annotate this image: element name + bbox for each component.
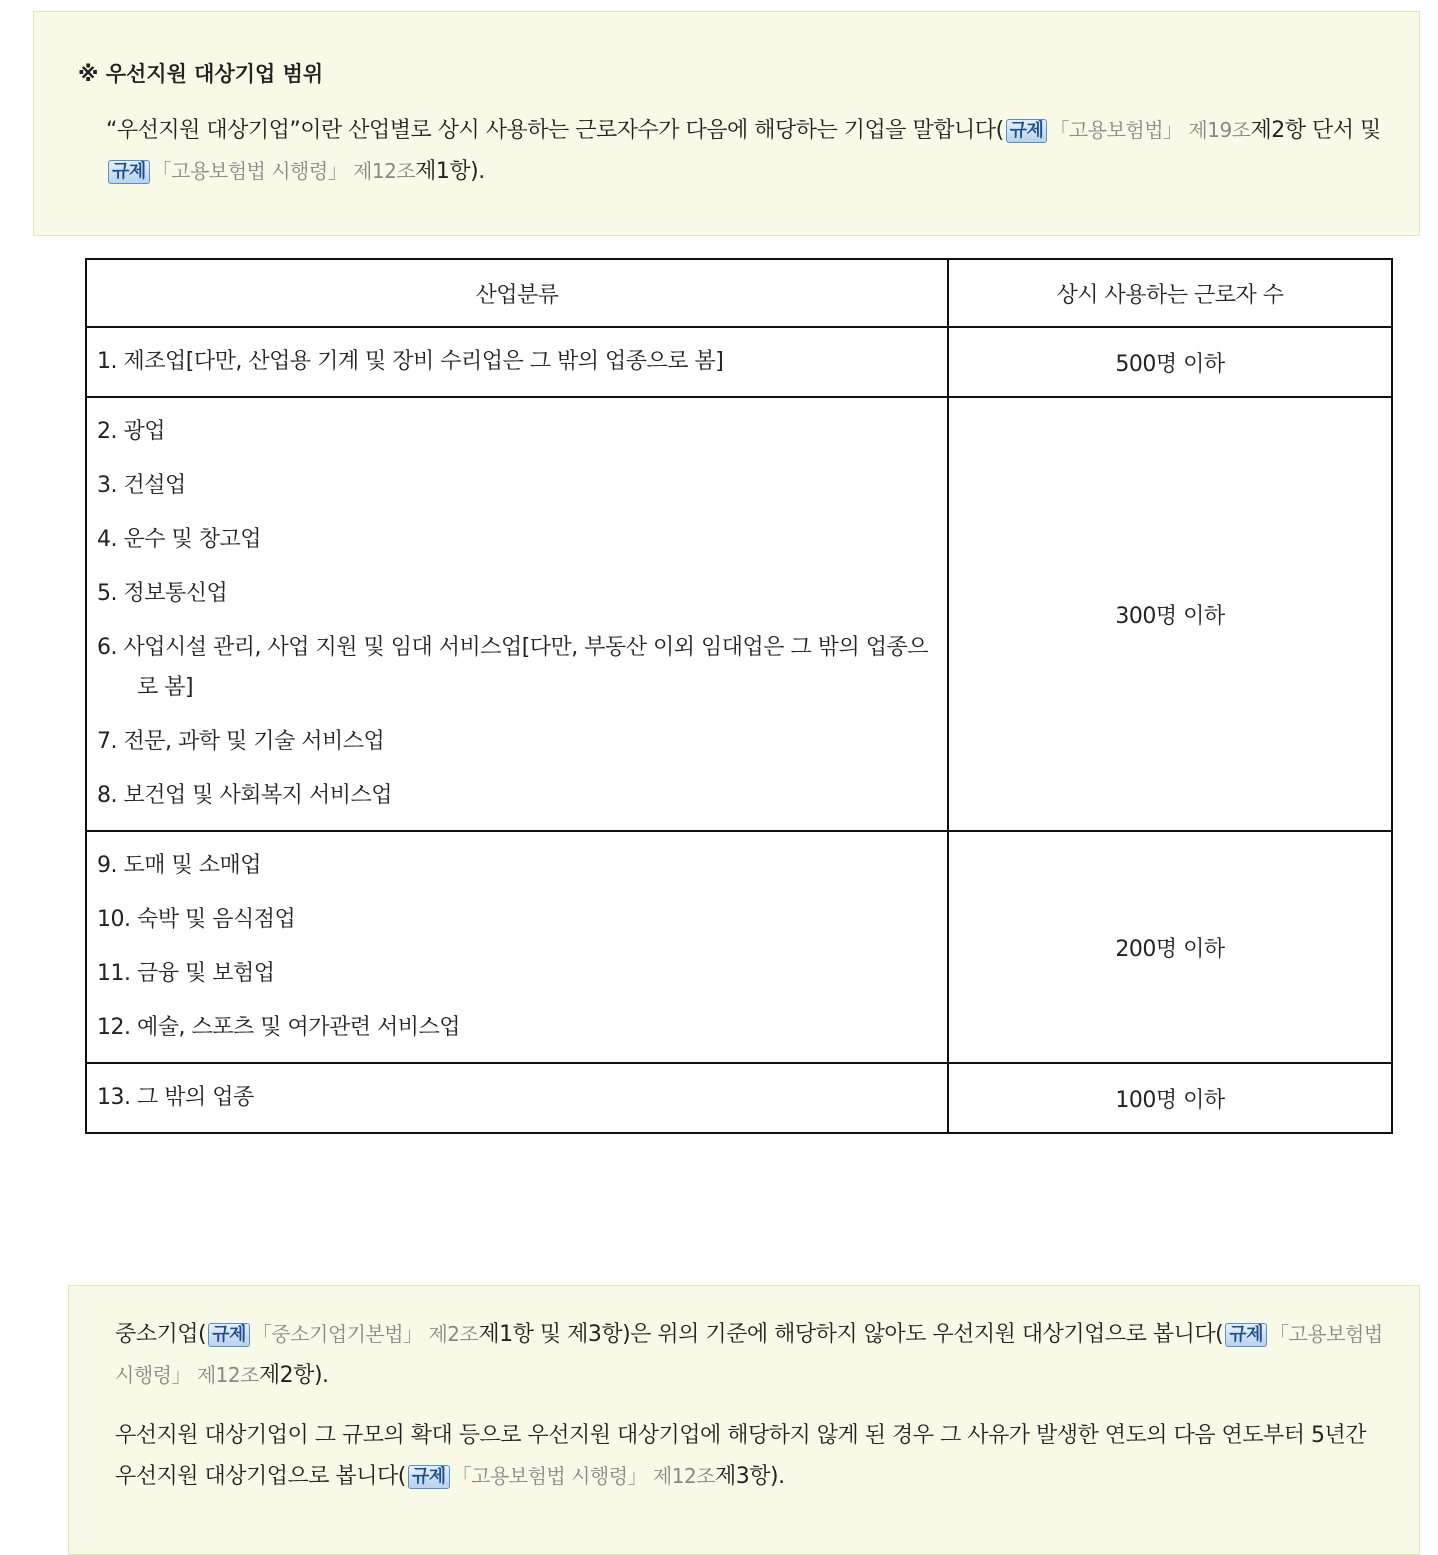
text: 제2항	[258, 1363, 314, 1388]
header-worker-count: 상시 사용하는 근로자 수	[948, 259, 1392, 327]
notice-box	[33, 11, 1420, 236]
table-row	[86, 831, 1392, 1063]
industry-item: 3. 건설업	[97, 473, 186, 498]
table-row	[86, 397, 1392, 831]
text: 우선지원 대상기업이 그 규모의 확대 등으로 우선지원 대상기업에 해당하지 않게 된 경우 그 사유가 발생한 연도의 다음 연도부터 5년간 우선지원 대상기업으로 봅니다(	[115, 1423, 1366, 1489]
regulation-badge[interactable]: 규제	[408, 1465, 450, 1489]
text: 단서 및	[1305, 118, 1381, 143]
regulation-badge[interactable]: 규제	[1006, 119, 1048, 143]
text: ).	[313, 1363, 329, 1388]
header-industry: 산업분류	[86, 259, 948, 327]
industry-item: 8. 보건업 및 사회복지 서비스업	[97, 783, 392, 808]
worker-count-cell: 300명 이하	[948, 397, 1392, 831]
industry-item: 11. 금융 및 보험업	[97, 961, 275, 986]
regulation-badge[interactable]: 규제	[1225, 1323, 1267, 1347]
worker-count-cell: 100명 이하	[948, 1063, 1392, 1133]
table-row	[86, 1063, 1392, 1133]
text: ).	[470, 159, 485, 184]
industry-cell	[86, 397, 948, 831]
text: ).	[770, 1464, 785, 1489]
notice-paragraph	[106, 110, 1383, 192]
notice-title: ※ 우선지원 대상기업 범위	[78, 62, 324, 86]
regulation-badge[interactable]: 규제	[108, 160, 150, 184]
worker-count-cell: 500명 이하	[948, 327, 1392, 397]
regulation-badge[interactable]: 규제	[208, 1323, 250, 1347]
law-link[interactable]: 「고용보험법 시행령」 제12조	[151, 159, 416, 183]
text: 중소기업(	[115, 1322, 207, 1347]
worker-count-cell: 200명 이하	[948, 831, 1392, 1063]
industry-item: 4. 운수 및 창고업	[97, 527, 261, 552]
industry-item: 1. 제조업[다만, 산업용 기계 및 장비 수리업은 그 밖의 업종으로 봄]	[97, 349, 724, 374]
sme-paragraph	[115, 1314, 1383, 1396]
industry-cell	[86, 831, 948, 1063]
law-link[interactable]: 「고용보험법 시행령」 제12조	[451, 1464, 716, 1488]
industry-item: 5. 정보통신업	[97, 581, 228, 606]
industry-item: 9. 도매 및 소매업	[97, 853, 261, 878]
text: 제2항	[1250, 118, 1306, 143]
law-link[interactable]: 「고용보험법 시행령」 제12조	[115, 1322, 1383, 1387]
industry-cell	[86, 327, 948, 397]
text: 제1항	[415, 159, 471, 184]
industry-item: 13. 그 밖의 업종	[97, 1085, 254, 1110]
law-link[interactable]: 「중소기업기본법」 제2조	[251, 1322, 479, 1346]
table-row	[86, 327, 1392, 397]
footer-notice-box	[68, 1285, 1420, 1555]
industry-item: 12. 예술, 스포츠 및 여가관련 서비스업	[97, 1015, 460, 1040]
text: 제3항	[715, 1464, 771, 1489]
law-link[interactable]: 「고용보험법」 제19조	[1049, 118, 1251, 142]
grace-period-paragraph	[115, 1416, 1383, 1497]
text: )은 위의 기준에 해당하지 않아도 우선지원 대상기업으로 봅니다(	[622, 1322, 1224, 1347]
industry-item: 2. 광업	[97, 419, 165, 444]
industry-item: 6. 사업시설 관리, 사업 지원 및 임대 서비스업[다만, 부동산 이외 임대업은 그 밖의 업종으로 봄]	[97, 635, 929, 700]
industry-table	[85, 258, 1393, 1134]
text: “우선지원 대상기업”이란 산업별로 상시 사용하는 근로자수가 다음에 해당하는 기업을 말합니다(	[106, 118, 1004, 143]
industry-item: 10. 숙박 및 음식점업	[97, 907, 296, 932]
text: 제1항 및 제3항	[478, 1322, 623, 1347]
industry-cell	[86, 1063, 948, 1133]
industry-item: 7. 전문, 과학 및 기술 서비스업	[97, 729, 385, 754]
